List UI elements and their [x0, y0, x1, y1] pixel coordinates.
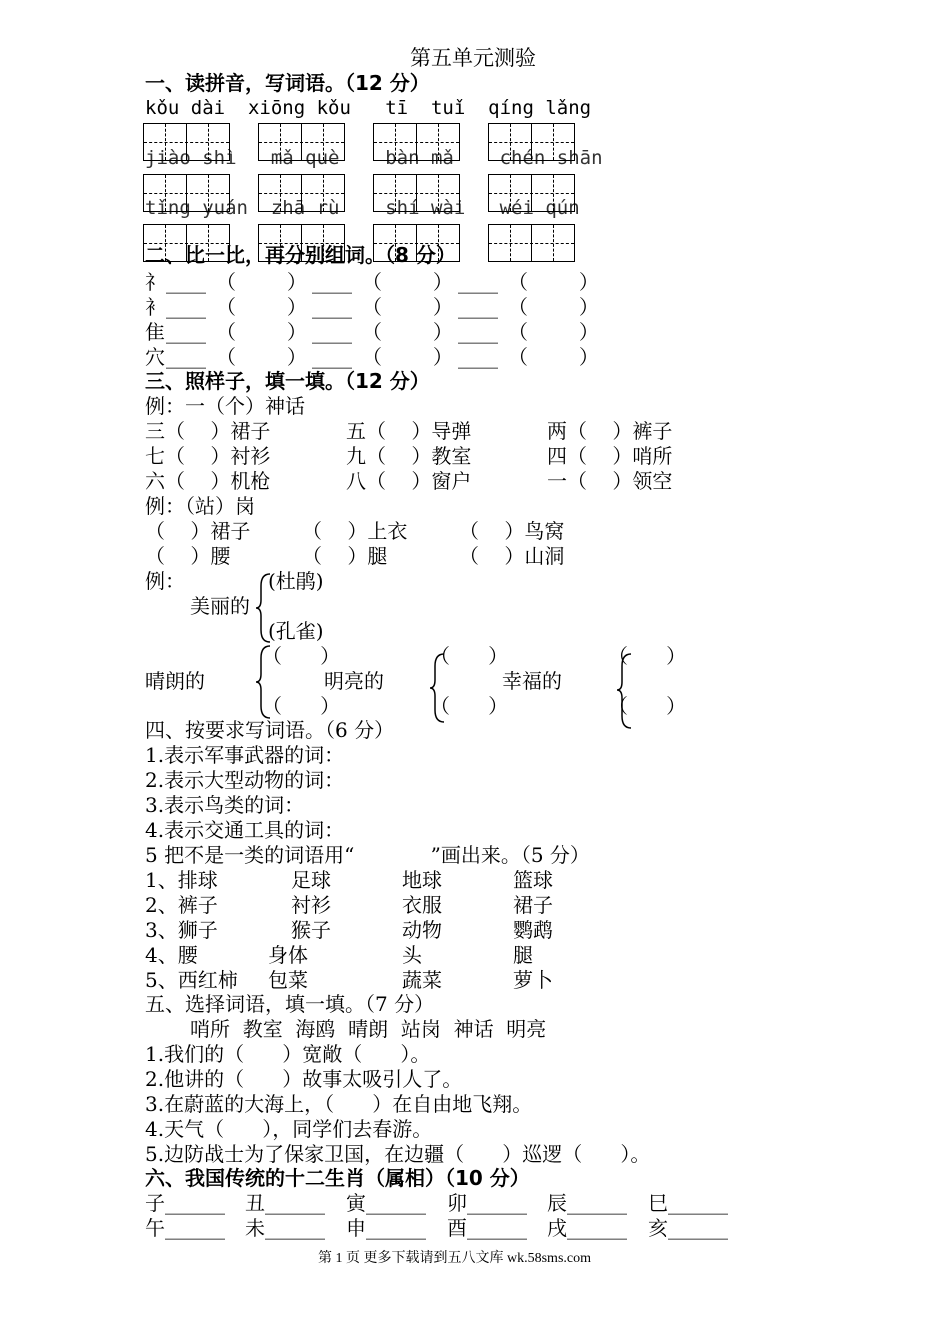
zodiac-cell: 酉______: [447, 1216, 527, 1240]
answer-blank: ____: [458, 320, 498, 344]
zodiac-cell: 未______: [245, 1216, 325, 1240]
fill-paren-2b: （ ）: [430, 694, 509, 718]
compare-char: 穴: [145, 345, 165, 369]
zodiac-cell: 午______: [145, 1216, 225, 1240]
word-bank: 哨所 教室 海鸥 晴朗 站岗 神话 明亮: [190, 1017, 547, 1041]
group-word: 腿: [513, 943, 533, 967]
answer-paren: （ ）: [508, 270, 599, 294]
fill-word-2: 明亮的: [324, 669, 384, 693]
section6-heading: 六、我国传统的十二生肖（属相）（10 分）: [145, 1166, 530, 1190]
answer-blank: ____: [458, 270, 498, 294]
answer-blank: ____: [312, 295, 352, 319]
verb-phrase: （ ）鸟窝: [459, 519, 565, 543]
writing-grid-box[interactable]: [488, 224, 575, 262]
zodiac-cell: 丑______: [245, 1191, 325, 1215]
group-word: 衬衫: [291, 893, 331, 917]
fill-word-3: 幸福的: [502, 669, 562, 693]
compare-char: 衤: [145, 295, 165, 319]
writing-grid-box[interactable]: [143, 123, 230, 161]
answer-blank: ____: [312, 270, 352, 294]
verb-phrase: （ ）山洞: [459, 544, 565, 568]
page-footer: 第 1 页 更多下载请到五八文库 wk.58sms.com: [318, 1251, 591, 1266]
answer-blank: ____: [166, 295, 206, 319]
measure-phrase: 六（ ）机枪: [145, 469, 271, 493]
writing-grid-box[interactable]: [258, 174, 345, 212]
category-item: 4.表示交通工具的词：: [145, 818, 345, 842]
group-word: 头: [402, 943, 422, 967]
verb-phrase: （ ）腿: [302, 544, 388, 568]
group-word: 4、腰: [145, 943, 198, 967]
measure-phrase: 七（ ）衬衫: [145, 444, 271, 468]
zodiac-cell: 申______: [346, 1216, 426, 1240]
answer-blank: ____: [166, 270, 206, 294]
group-word: 地球: [402, 868, 442, 892]
answer-paren: （ ）: [362, 320, 453, 344]
answer-paren: （ ）: [508, 320, 599, 344]
answer-paren: （ ）: [362, 295, 453, 319]
compare-char: 礻: [145, 270, 165, 294]
verb-phrase: （ ）裙子: [145, 519, 251, 543]
group-word: 篮球: [513, 868, 553, 892]
example-word: 美丽的: [190, 594, 250, 618]
group-word: 鹦鹉: [513, 918, 553, 942]
fill-sentence: 5.边防战士为了保家卫国，在边疆（ ）巡逻（ ）。: [145, 1142, 651, 1166]
writing-grid-box[interactable]: [488, 123, 575, 161]
answer-paren: （ ）: [508, 295, 599, 319]
writing-grid-box[interactable]: [258, 123, 345, 161]
measure-phrase: 八（ ）窗户: [346, 469, 472, 493]
fill-paren-1b: （ ）: [262, 694, 341, 718]
brace-example: [255, 572, 275, 644]
section3-heading: 三、照样子，填一填。（12 分）: [145, 369, 430, 393]
group-word: 动物: [402, 918, 442, 942]
zodiac-cell: 子______: [145, 1191, 225, 1215]
section1-heading: 一、读拼音，写词语。（12 分）: [145, 71, 430, 95]
zodiac-cell: 戌______: [547, 1216, 627, 1240]
example-option-2: (孔雀): [268, 619, 324, 643]
section2-heading: 二、比一比，再分别组词。（8 分）: [145, 243, 456, 267]
zodiac-cell: 辰______: [547, 1191, 627, 1215]
group-word: 包菜: [268, 968, 308, 992]
answer-blank: ____: [458, 345, 498, 369]
measure-phrase: 两（ ）裤子: [547, 419, 673, 443]
example-verb: 例：（站）岗: [145, 494, 255, 518]
example-option-1: (杜鹃): [268, 569, 324, 593]
measure-phrase: 九（ ）教室: [346, 444, 472, 468]
group-word: 1、排球: [145, 868, 218, 892]
answer-paren: （ ）: [216, 270, 307, 294]
answer-blank: ____: [312, 345, 352, 369]
verb-phrase: （ ）上衣: [302, 519, 408, 543]
answer-paren: （ ）: [362, 345, 453, 369]
fill-paren-3a: （ ）: [608, 644, 687, 668]
fill-paren-3b: （ ）: [608, 694, 687, 718]
writing-grid-box[interactable]: [488, 174, 575, 212]
measure-phrase: 三（ ）裙子: [145, 419, 271, 443]
category-item: 1.表示军事武器的词：: [145, 743, 345, 767]
zodiac-cell: 巳______: [648, 1191, 728, 1215]
section5-heading: 五、选择词语，填一填。（7 分）: [145, 992, 435, 1016]
verb-phrase: （ ）腰: [145, 544, 231, 568]
page-title: 第五单元测验: [410, 46, 536, 70]
group-word: 蔬菜: [402, 968, 442, 992]
fill-sentence: 2.他讲的（ ）故事太吸引人了。: [145, 1067, 463, 1091]
zodiac-cell: 寅______: [346, 1191, 426, 1215]
writing-grid-box[interactable]: [373, 174, 460, 212]
answer-paren: （ ）: [508, 345, 599, 369]
answer-blank: ____: [166, 320, 206, 344]
measure-phrase: 一（ ）领空: [547, 469, 673, 493]
compare-char: 隹: [145, 320, 165, 344]
pinyin-row-3: tǐng yuán zhā rù shí wài wéi qún: [145, 197, 580, 219]
pinyin-row-1: kǒu dài xiōng kǒu tī tuǐ qíng lǎng: [145, 97, 592, 119]
group-word: 2、裤子: [145, 893, 218, 917]
section4-heading: 四、按要求写词语。（6 分）: [145, 718, 395, 742]
writing-grid-box[interactable]: [143, 174, 230, 212]
group-word: 3、狮子: [145, 918, 218, 942]
question-5: 5 把不是一类的词语用“ ”画出来。（5 分）: [145, 843, 590, 867]
fill-sentence: 3.在蔚蓝的大海上，（ ）在自由地飞翔。: [145, 1092, 533, 1116]
group-word: 足球: [291, 868, 331, 892]
group-word: 身体: [268, 943, 308, 967]
answer-paren: （ ）: [216, 320, 307, 344]
group-word: 猴子: [291, 918, 331, 942]
answer-blank: ____: [166, 345, 206, 369]
group-word: 裙子: [513, 893, 553, 917]
answer-blank: ____: [312, 320, 352, 344]
group-word: 萝卜: [513, 968, 553, 992]
fill-sentence: 4.天气（ ），同学们去春游。: [145, 1117, 433, 1141]
example-adjective: 例：: [145, 569, 185, 593]
answer-paren: （ ）: [216, 295, 307, 319]
answer-blank: ____: [458, 295, 498, 319]
answer-paren: （ ）: [362, 270, 453, 294]
category-item: 2.表示大型动物的词：: [145, 768, 345, 792]
group-word: 衣服: [402, 893, 442, 917]
pinyin-row-2: jiào shì mǎ què bàn mǎ chén shān: [145, 147, 603, 169]
fill-paren-2a: （ ）: [430, 644, 509, 668]
zodiac-cell: 卯______: [447, 1191, 527, 1215]
answer-paren: （ ）: [216, 345, 307, 369]
writing-grid-box[interactable]: [373, 123, 460, 161]
measure-phrase: 五（ ）导弹: [346, 419, 472, 443]
fill-sentence: 1.我们的（ ）宽敞（ ）。: [145, 1042, 431, 1066]
fill-paren-1a: （ ）: [262, 644, 341, 668]
group-word: 5、西红柿: [145, 968, 238, 992]
fill-word-1: 晴朗的: [145, 669, 205, 693]
zodiac-cell: 亥______: [648, 1216, 728, 1240]
measure-phrase: 四（ ）哨所: [547, 444, 673, 468]
example-measure: 例：一（个）神话: [145, 394, 305, 418]
category-item: 3.表示鸟类的词：: [145, 793, 305, 817]
